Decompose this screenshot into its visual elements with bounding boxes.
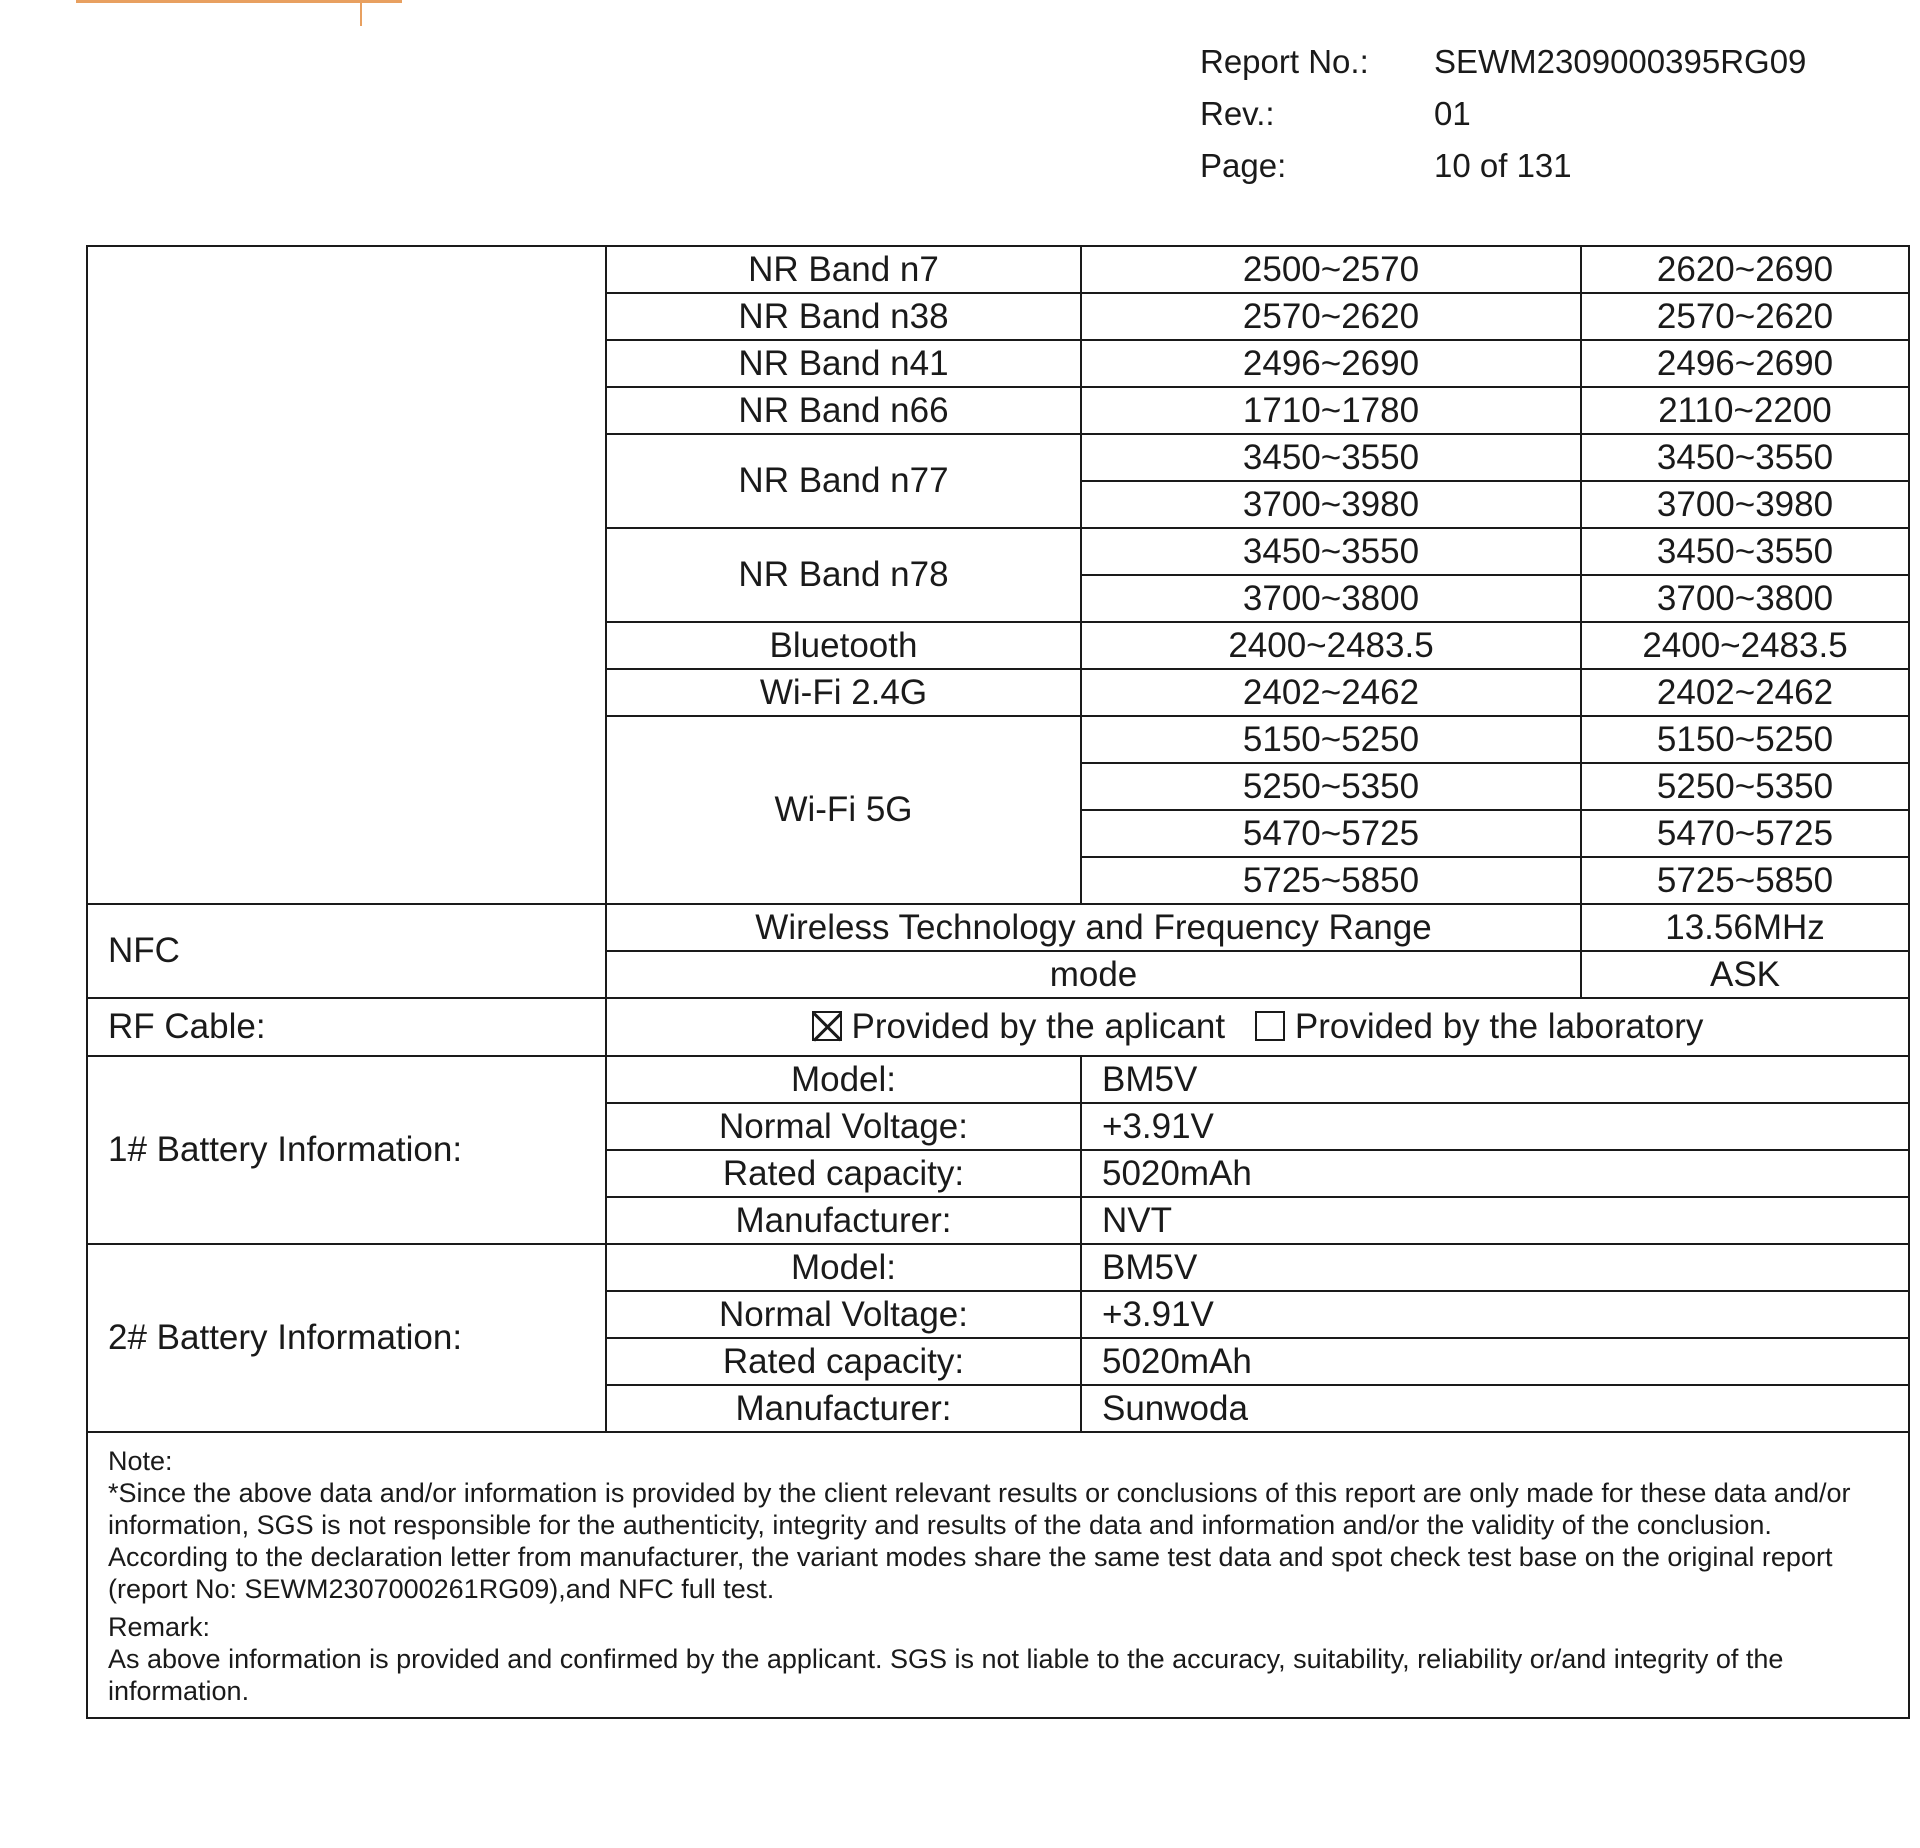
report-header <box>1200 36 1806 192</box>
report-number-row <box>1200 36 1806 88</box>
logo-tick <box>360 0 362 26</box>
rf-cable-row <box>87 998 1909 1056</box>
band-rx: 2620~2690 <box>1581 246 1909 293</box>
band-tx: 2496~2690 <box>1081 340 1581 387</box>
band-tx: 3700~3980 <box>1081 481 1581 528</box>
band-name: Wi-Fi 2.4G <box>606 669 1081 716</box>
bands-label-cell <box>87 246 606 904</box>
revision-label: Rev.: <box>1200 95 1275 132</box>
battery1-voltage-value: +3.91V <box>1081 1103 1909 1150</box>
band-name: NR Band n41 <box>606 340 1081 387</box>
specification-table <box>86 245 1910 1719</box>
checked-checkbox-icon <box>812 1011 842 1041</box>
option-applicant <box>812 1007 1226 1047</box>
nfc-mode-value: ASK <box>1581 951 1909 998</box>
band-tx: 5725~5850 <box>1081 857 1581 904</box>
rf-cable-options <box>606 998 1909 1056</box>
band-rx: 5150~5250 <box>1581 716 1909 763</box>
battery2-model-value: BM5V <box>1081 1244 1909 1291</box>
band-name: Bluetooth <box>606 622 1081 669</box>
battery1-capacity-label: Rated capacity: <box>606 1150 1081 1197</box>
battery1-model-label: Model: <box>606 1056 1081 1103</box>
report-number-label: Report No.: <box>1200 43 1369 80</box>
report-number-value: SEWM2309000395RG09 <box>1434 43 1807 80</box>
band-tx: 5250~5350 <box>1081 763 1581 810</box>
nfc-label: NFC <box>87 904 606 998</box>
band-tx: 3450~3550 <box>1081 434 1581 481</box>
battery1-manufacturer-label: Manufacturer: <box>606 1197 1081 1244</box>
revision-value: 01 <box>1434 95 1471 132</box>
band-tx: 2500~2570 <box>1081 246 1581 293</box>
band-rx: 3450~3550 <box>1581 528 1909 575</box>
remark-text: As above information is provided and confirmed by the applicant. SGS is not liable to the accuracy, suitability, reliability or/and integrity of the information. <box>108 1644 1784 1706</box>
band-rx: 3450~3550 <box>1581 434 1909 481</box>
battery2-model-label: Model: <box>606 1244 1081 1291</box>
remark-label: Remark: <box>108 1612 211 1642</box>
page-label: Page: <box>1200 147 1287 184</box>
note-label: Note: <box>108 1446 173 1476</box>
band-rx: 2400~2483.5 <box>1581 622 1909 669</box>
battery1-row <box>87 1056 1909 1103</box>
rf-cable-label: RF Cable: <box>87 998 606 1056</box>
band-name: NR Band n7 <box>606 246 1081 293</box>
band-rx: 2110~2200 <box>1581 387 1909 434</box>
page-row <box>1200 140 1806 192</box>
band-tx: 2402~2462 <box>1081 669 1581 716</box>
notes-cell <box>87 1432 1909 1718</box>
nfc-tech-label: Wireless Technology and Frequency Range <box>606 904 1581 951</box>
battery2-capacity-label: Rated capacity: <box>606 1338 1081 1385</box>
battery1-capacity-value: 5020mAh <box>1081 1150 1909 1197</box>
band-rx: 2496~2690 <box>1581 340 1909 387</box>
battery1-manufacturer-value: NVT <box>1081 1197 1909 1244</box>
nfc-mode-label: mode <box>606 951 1581 998</box>
page-value: 10 of 131 <box>1434 147 1572 184</box>
note-text: *Since the above data and/or information is provided by the client relevant results or conclusions of this report are only made for these data and/or information, SGS is not responsible for the authenticity, integrity and results of the data and information and/or the validity of the conclusion. <box>108 1478 1851 1540</box>
band-rx: 2570~2620 <box>1581 293 1909 340</box>
band-row <box>87 246 1909 293</box>
band-tx: 5150~5250 <box>1081 716 1581 763</box>
band-name: NR Band n66 <box>606 387 1081 434</box>
band-rx: 5725~5850 <box>1581 857 1909 904</box>
unchecked-checkbox-icon <box>1255 1011 1285 1041</box>
note-text: According to the declaration letter from manufacturer, the variant modes share the same test data and spot check test base on the original report (report No: SEWM2307000261RG09),and NFC full test. <box>108 1542 1833 1604</box>
band-rx: 5470~5725 <box>1581 810 1909 857</box>
battery2-capacity-value: 5020mAh <box>1081 1338 1909 1385</box>
logo-bar <box>76 0 402 3</box>
battery2-manufacturer-value: Sunwoda <box>1081 1385 1909 1432</box>
nfc-tech-value: 13.56MHz <box>1581 904 1909 951</box>
battery1-label: 1# Battery Information: <box>87 1056 606 1244</box>
battery1-model-value: BM5V <box>1081 1056 1909 1103</box>
band-name: NR Band n38 <box>606 293 1081 340</box>
battery2-voltage-value: +3.91V <box>1081 1291 1909 1338</box>
battery2-manufacturer-label: Manufacturer: <box>606 1385 1081 1432</box>
band-name: NR Band n78 <box>606 528 1081 622</box>
battery2-label: 2# Battery Information: <box>87 1244 606 1432</box>
revision-row <box>1200 88 1806 140</box>
option-applicant-label: Provided by the aplicant <box>851 1007 1226 1046</box>
band-rx: 2402~2462 <box>1581 669 1909 716</box>
band-rx: 5250~5350 <box>1581 763 1909 810</box>
band-rx: 3700~3980 <box>1581 481 1909 528</box>
battery1-voltage-label: Normal Voltage: <box>606 1103 1081 1150</box>
band-tx: 2570~2620 <box>1081 293 1581 340</box>
band-name: Wi-Fi 5G <box>606 716 1081 904</box>
battery2-row <box>87 1244 1909 1291</box>
option-laboratory <box>1255 1007 1704 1047</box>
band-tx: 2400~2483.5 <box>1081 622 1581 669</box>
band-name: NR Band n77 <box>606 434 1081 528</box>
notes-row <box>87 1432 1909 1718</box>
battery2-voltage-label: Normal Voltage: <box>606 1291 1081 1338</box>
band-tx: 3700~3800 <box>1081 575 1581 622</box>
band-tx: 5470~5725 <box>1081 810 1581 857</box>
nfc-row <box>87 904 1909 951</box>
band-tx: 3450~3550 <box>1081 528 1581 575</box>
option-laboratory-label: Provided by the laboratory <box>1294 1007 1704 1046</box>
band-rx: 3700~3800 <box>1581 575 1909 622</box>
band-tx: 1710~1780 <box>1081 387 1581 434</box>
